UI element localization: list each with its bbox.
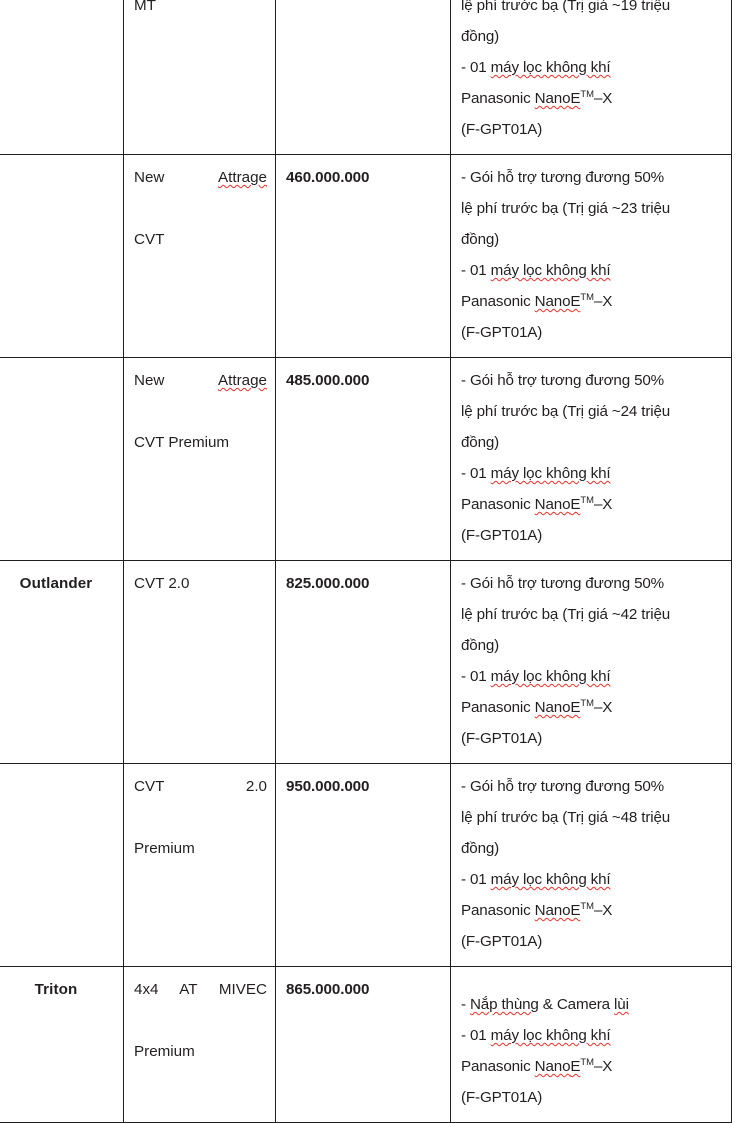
version-word-2: 2.0 [245,778,267,795]
cell-model [0,0,124,155]
promo-line-1: - Gói hỗ trợ tương đương 50% [461,575,665,592]
version-word-1: New [134,372,165,389]
price-value: 950.000.000 [286,778,370,795]
promo-line-2: lệ phí trước bạ (Trị giá ~23 triệu [461,200,671,217]
cell-version [124,764,276,967]
price-value: 865.000.000 [286,981,370,998]
promo-line-1: - Gói hỗ trợ tương đương 50% [461,169,665,186]
version-line-2: Premium [134,1043,195,1060]
table-row [0,561,732,764]
promo-air-purifier-line-3: (F-GPT01A) [461,933,543,950]
promo-air-purifier-line-3: (F-GPT01A) [461,121,543,138]
cell-promotion [451,967,732,1123]
cell-promotion [451,764,732,967]
trademark-mark: TM [580,87,594,99]
version-line-1 [134,974,267,1036]
cell-promotion [451,358,732,561]
version-word-1: New [134,169,165,186]
version-line-1 [134,365,267,427]
cell-model-triton [0,967,124,1123]
trademark-mark: TM [580,1055,594,1067]
promo-line-2: lệ phí trước bạ (Trị giá ~19 triệu [461,0,671,14]
cell-model [0,358,124,561]
cell-price [276,155,451,358]
price-value: 485.000.000 [286,372,370,389]
cell-version [124,561,276,764]
table-row [0,155,732,358]
promo-line-1: - Gói hỗ trợ tương đương 50% [461,778,665,795]
cell-version [124,358,276,561]
promo-air-purifier-line-3: (F-GPT01A) [461,1089,543,1106]
version-line-2: Premium [134,840,195,857]
promo-air-purifier-line-2: Panasonic NanoE™–X [461,899,613,919]
price-value: 825.000.000 [286,575,370,592]
version-word-1: 4x4 [134,981,159,998]
cell-price [276,561,451,764]
model-label: Triton [34,981,78,998]
cell-model [0,155,124,358]
promo-air-purifier-line-3: (F-GPT01A) [461,527,543,544]
table-row [0,967,732,1123]
version-word-2: Attrage [218,372,267,389]
promo-air-purifier-line-2: Panasonic NanoE™–X [461,87,613,107]
promo-air-purifier-line-1: - 01 máy lọc không khí [461,1027,611,1044]
table-row [0,358,732,561]
promo-line-3: đồng) [461,434,500,451]
promo-air-purifier-line-2: Panasonic NanoE™–X [461,696,613,716]
table-row [0,0,732,155]
cell-version [124,967,276,1123]
trademark-mark: TM [580,696,594,708]
cell-price [276,358,451,561]
version-line-1: MT [134,0,156,14]
version-line-1 [134,162,267,224]
promo-air-purifier-line-3: (F-GPT01A) [461,730,543,747]
cell-promotion [451,561,732,764]
promo-air-purifier-line-2: Panasonic NanoE™–X [461,493,613,513]
cell-version [124,0,276,155]
table-row [0,764,732,967]
version-word-1: CVT [134,778,165,795]
promo-air-purifier-line-1: - 01 máy lọc không khí [461,465,611,482]
promo-air-purifier-line-1: - 01 máy lọc không khí [461,668,611,685]
promo-line-2: lệ phí trước bạ (Trị giá ~42 triệu [461,606,671,623]
promo-line-3: đồng) [461,637,500,654]
cell-price [276,764,451,967]
cell-price [276,967,451,1123]
promo-line-2: lệ phí trước bạ (Trị giá ~24 triệu [461,403,671,420]
promo-line-3: đồng) [461,231,500,248]
promo-air-purifier-line-1: - 01 máy lọc không khí [461,59,611,76]
cell-version [124,155,276,358]
price-value: 460.000.000 [286,169,370,186]
promo-air-purifier-line-3: (F-GPT01A) [461,324,543,341]
version-word-2: Attrage [218,169,267,186]
trademark-mark: TM [580,290,594,302]
promo-air-purifier-line-1: - 01 máy lọc không khí [461,871,611,888]
version-line-2: CVT Premium [134,434,230,451]
promo-line-2: lệ phí trước bạ (Trị giá ~48 triệu [461,809,671,826]
version-line-2: CVT [134,231,165,248]
promo-air-purifier-line-1: - 01 máy lọc không khí [461,262,611,279]
cell-model-outlander [0,561,124,764]
cell-promotion [451,0,732,155]
model-label: Outlander [19,575,93,592]
cell-promotion [451,155,732,358]
version-line-1 [134,771,267,833]
cell-model [0,764,124,967]
cell-price [276,0,451,155]
promo-line-1: - Nắp thùng & Camera lùi [461,996,629,1013]
promo-line-3: đồng) [461,840,500,857]
promo-air-purifier-line-2: Panasonic NanoE™–X [461,290,613,310]
promo-line-3: đồng) [461,28,500,45]
version-word-2: AT MIVEC [179,981,267,998]
trademark-mark: TM [580,493,594,505]
version-line-1: CVT 2.0 [134,575,190,592]
promo-line-1: - Gói hỗ trợ tương đương 50% [461,372,665,389]
promo-air-purifier-line-2: Panasonic NanoE™–X [461,1055,613,1075]
trademark-mark: TM [580,899,594,911]
